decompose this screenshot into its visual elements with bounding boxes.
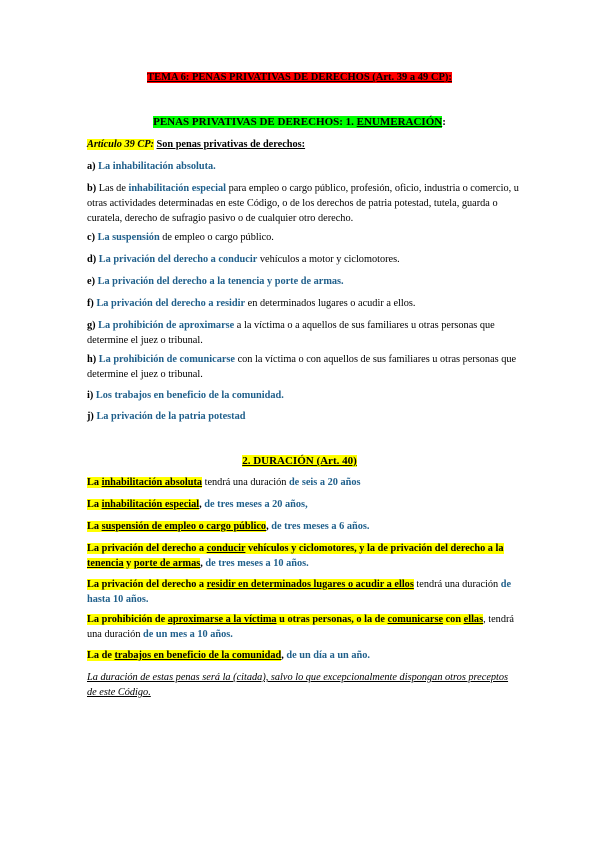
section1-heading: PENAS PRIVATIVAS DE DERECHOS: 1. ENUMERACIÓN: bbox=[153, 116, 446, 128]
list-item-i: i) Los trabajos en beneficio de la comunidad. bbox=[87, 390, 284, 401]
list-item-h: h) La prohibición de comunicarse con la víctima o con aquellos de sus familiares u otras personas que determine el juez o tribunal. bbox=[87, 354, 517, 380]
duration-paragraph-3: La suspensión de empleo o cargo público, de tres meses a 6 años. bbox=[87, 521, 370, 532]
list-item-j: j) La privación de la patria potestad bbox=[87, 411, 246, 422]
list-item-d: d) La privación del derecho a conducir vehículos a motor y ciclomotores. bbox=[87, 254, 400, 265]
duration-paragraph-4: La privación del derecho a conducir vehículos y ciclomotores, y la de privación del derecho a la tenencia y porte de armas, de tres meses a 10 años. bbox=[87, 543, 504, 569]
list-item-e: e) La privación del derecho a la tenencia y porte de armas. bbox=[87, 276, 344, 287]
duration-paragraph-7: La de trabajos en beneficio de la comunidad, de un día a un año. bbox=[87, 650, 370, 661]
page-title: TEMA 6: PENAS PRIVATIVAS DE DERECHOS (Art. 39 a 49 CP): bbox=[147, 72, 452, 83]
list-item-c: c) La suspensión de empleo o cargo público. bbox=[87, 232, 274, 243]
section2-heading: 2. DURACIÓN (Art. 40) bbox=[242, 455, 357, 467]
duration-paragraph-2: La inhabilitación especial, de tres meses a 20 años, bbox=[87, 499, 308, 510]
duration-paragraph-5: La privación del derecho a residir en determinados lugares o acudir a ellos tendrá una duración de hasta 10 años. bbox=[87, 579, 512, 605]
list-item-f: f) La privación del derecho a residir en determinados lugares o acudir a ellos. bbox=[87, 298, 416, 309]
list-item-g: g) La prohibición de aproximarse a la víctima o a aquellos de sus familiares u otras personas que determine el juez o tribunal. bbox=[87, 320, 495, 346]
article-line: Artículo 39 CP: Son penas privativas de derechos: bbox=[87, 139, 306, 150]
list-item-b: b) Las de inhabilitación especial para empleo o cargo público, profesión, oficio, industria o comercio, u otras actividades determinadas en este Código, o de los derechos de patria potestad, tutela, guarda o curatela, derecho de sufragio pasivo o de cualquier otro derecho. bbox=[87, 183, 519, 224]
duration-paragraph-6: La prohibición de aproximarse a la víctima u otras personas, o la de comunicarse con ellas, tendrá una duración de un mes a 10 años. bbox=[87, 614, 514, 640]
closing-note: La duración de estas penas será la (citada), salvo lo que excepcionalmente dispongan otros preceptos de este Código. bbox=[87, 672, 509, 698]
duration-paragraph-1: La inhabilitación absoluta tendrá una duración de seis a 20 años bbox=[87, 477, 361, 488]
list-item-a: a) La inhabilitación absoluta. bbox=[87, 161, 216, 172]
